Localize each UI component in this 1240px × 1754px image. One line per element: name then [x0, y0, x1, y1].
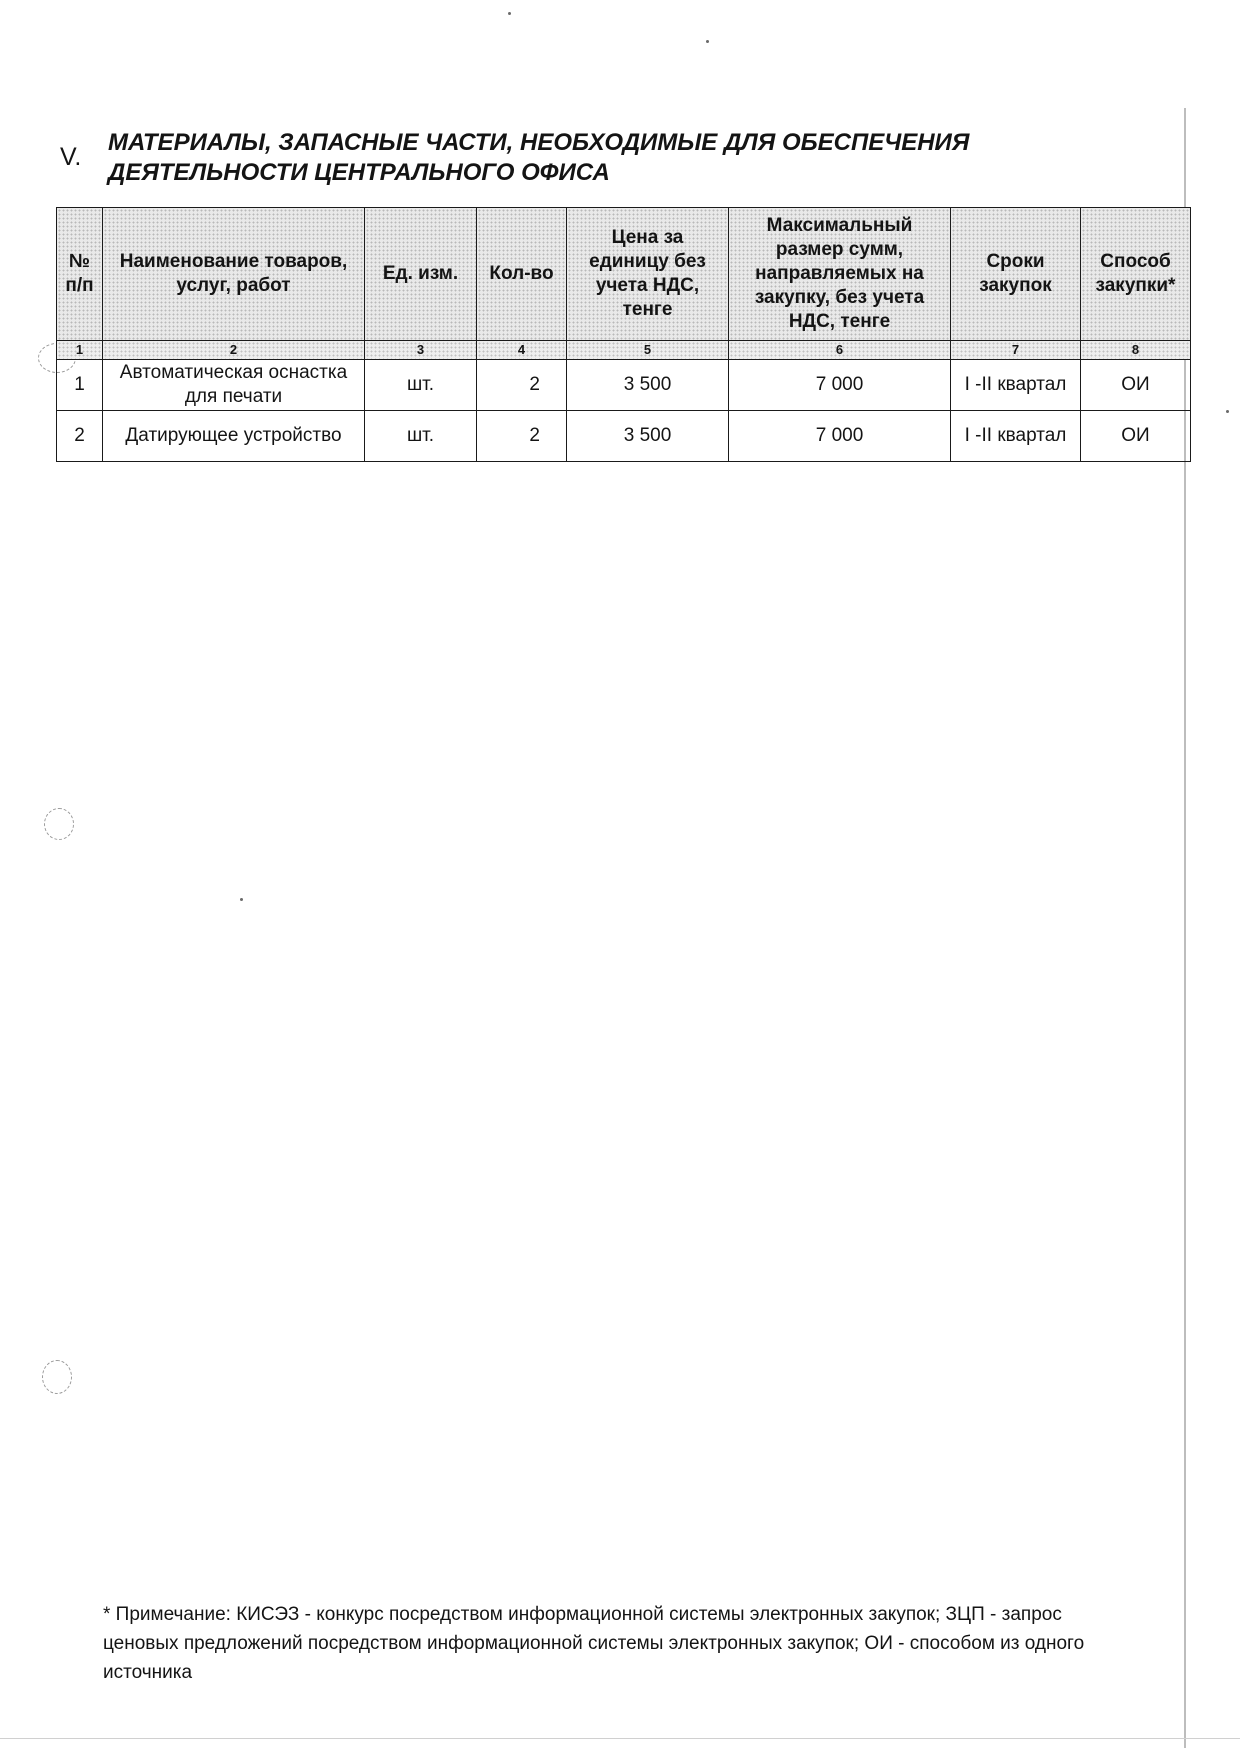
- cell-unit-price: 3 500: [567, 360, 729, 411]
- header-cell-number: № п/п: [57, 208, 103, 341]
- scan-speck: [240, 898, 243, 901]
- header-cell-unit-price: Цена за единицу без учета НДС, тенге: [567, 208, 729, 341]
- header-cell-max-sum: Максимальный размер сумм, направляемых на закупку, без учета НДС, тенге: [729, 208, 951, 341]
- column-number: 7: [951, 341, 1081, 360]
- cell-number: 1: [57, 360, 103, 411]
- header-cell-quantity: Кол-во: [477, 208, 567, 341]
- table-row: [57, 411, 1191, 462]
- cell-unit-price: 3 500: [567, 411, 729, 462]
- cell-quantity: 2: [477, 360, 567, 411]
- scan-speck: [508, 12, 511, 15]
- column-number: 1: [57, 341, 103, 360]
- column-number: 8: [1081, 341, 1191, 360]
- header-cell-name: Наименование товаров, услуг, работ: [103, 208, 365, 341]
- scan-speck: [1226, 410, 1229, 413]
- column-number-row: [57, 341, 1191, 360]
- footnote-text: * Примечание: КИСЭЗ - конкурс посредством информационной системы электронных закупок; ЗЦП - запрос ценовых предложений посредством информационной системы электронных закупок; ОИ - способом из одного источника: [103, 1604, 1085, 1683]
- section-title: [108, 128, 1108, 188]
- cell-name: Автоматическая оснастка для печати: [103, 360, 365, 411]
- header-cell-unit: Ед. изм.: [365, 208, 477, 341]
- column-number: 3: [365, 341, 477, 360]
- cell-name: Датирующее устройство: [103, 411, 365, 462]
- cell-unit: шт.: [365, 360, 477, 411]
- punch-hole-mark: [42, 1360, 72, 1394]
- procurement-table: [56, 207, 1191, 462]
- column-number: 6: [729, 341, 951, 360]
- section-number: V.: [60, 143, 82, 171]
- section-title-line-1: МАТЕРИАЛЫ, ЗАПАСНЫЕ ЧАСТИ, НЕОБХОДИМЫЕ ДЛЯ ОБЕСПЕЧЕНИЯ: [108, 129, 970, 156]
- cell-quantity: 2: [477, 411, 567, 462]
- punch-hole-mark: [44, 808, 74, 840]
- cell-period: I -II квартал: [951, 360, 1081, 411]
- header-cell-period: Сроки закупок: [951, 208, 1081, 341]
- cell-number: 2: [57, 411, 103, 462]
- scan-speck: [706, 40, 709, 43]
- table-row: [57, 360, 1191, 411]
- cell-max-sum: 7 000: [729, 411, 951, 462]
- cell-max-sum: 7 000: [729, 360, 951, 411]
- column-number: 2: [103, 341, 365, 360]
- column-number: 5: [567, 341, 729, 360]
- cell-method: ОИ: [1081, 411, 1191, 462]
- cell-period: I -II квартал: [951, 411, 1081, 462]
- cell-unit: шт.: [365, 411, 477, 462]
- section-title-line-2: ДЕЯТЕЛЬНОСТИ ЦЕНТРАЛЬНОГО ОФИСА: [108, 159, 610, 186]
- scan-bottom-edge-line: [0, 1738, 1240, 1739]
- column-number: 4: [477, 341, 567, 360]
- header-cell-method: Способ закупки*: [1081, 208, 1191, 341]
- cell-method: ОИ: [1081, 360, 1191, 411]
- header-row: [57, 208, 1191, 341]
